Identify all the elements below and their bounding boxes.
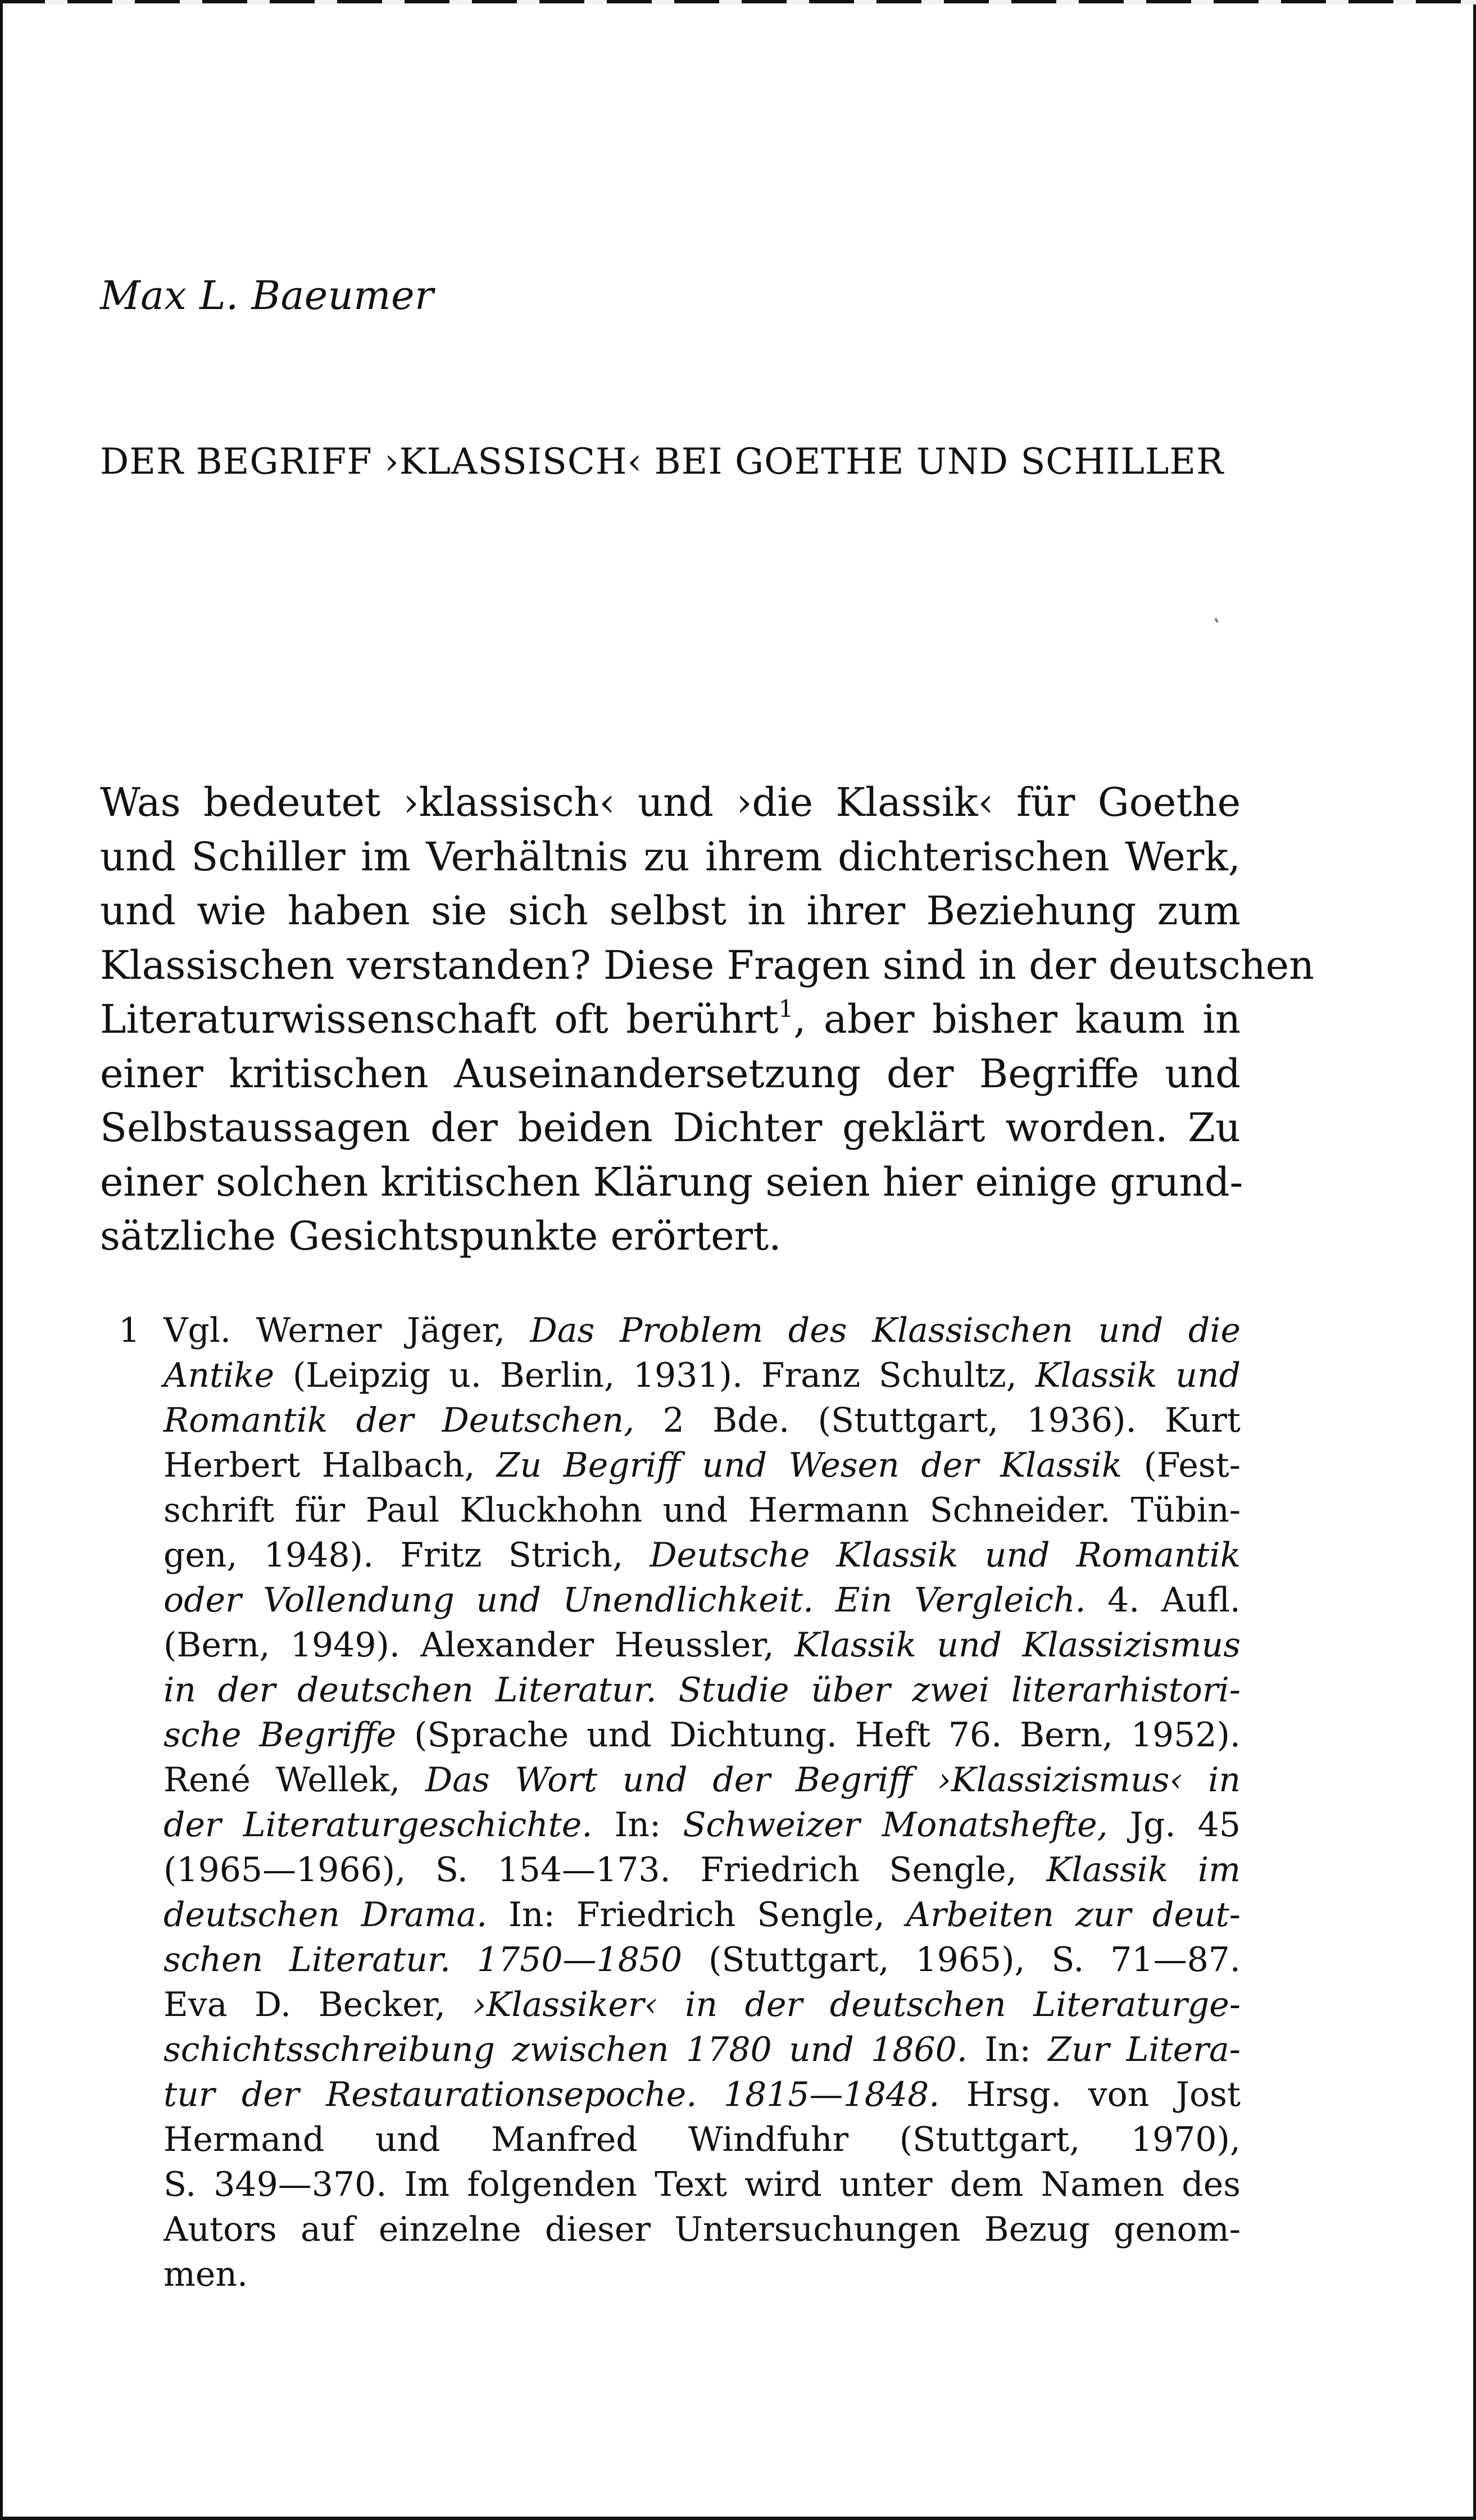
footnote-line — [164, 1802, 1241, 1847]
footnote-line — [164, 1533, 1241, 1578]
footnote-line — [164, 2027, 1241, 2072]
fn-fragment-italic: Romantik der Deutschen, — [164, 1401, 635, 1440]
fn-fragment: 2 Bde. (Stuttgart, 1936). Kurt — [634, 1401, 1241, 1440]
fn-fragment: (Stuttgart, 1965), S. 71—87. — [682, 1940, 1241, 1979]
fn-fragment: In: — [967, 2030, 1048, 2069]
body-line: sätzliche Gesichtspunkte erörtert. — [100, 1213, 782, 1259]
fn-fragment-italic: Arbeiten zur deut- — [906, 1895, 1241, 1935]
body-line: und wie haben sie sich selbst in ihrer Beziehung zum — [100, 888, 1241, 934]
body-text-fragment: Literaturwissenschaft oft berührt — [100, 996, 779, 1042]
body-line: Selbstaussagen der beiden Dichter geklärt worden. Zu — [100, 1105, 1241, 1151]
fn-fragment-italic: in der deutschen Literatur. Studie über zwei literarhistori- — [164, 1670, 1241, 1710]
body-line: Klassischen verstanden? Diese Fragen sind in der deutschen — [100, 942, 1315, 988]
article-title: DER BEGRIFF ›KLASSISCH‹ BEI GOETHE UND SCHILLER — [100, 441, 1224, 483]
footnote-reference[interactable]: 1 — [778, 995, 794, 1023]
footnote-line: men. — [164, 2255, 248, 2294]
fn-fragment: Herbert Halbach, — [164, 1446, 497, 1485]
footnote-line — [164, 1308, 1241, 1353]
fn-fragment: (Bern, 1949). Alexander Heussler, — [164, 1625, 795, 1665]
fn-fragment-italic: ›Klassiker‹ in der deutschen Literaturge- — [473, 1985, 1241, 2024]
footnote-line: S. 349—370. Im folgenden Text wird unter dem Namen des — [164, 2165, 1241, 2204]
body-paragraph — [100, 775, 1315, 1264]
fn-fragment: (Sprache und Dichtung. Heft 76. Bern, 1952). — [396, 1715, 1241, 1755]
fn-fragment-italic: Zu Begriff und Wesen der Klassik — [496, 1446, 1123, 1485]
fn-fragment: (Leipzig u. Berlin, 1931). Franz Schultz, — [274, 1356, 1036, 1395]
footnote-line: Hermand und Manfred Windfuhr (Stuttgart, 1970), — [164, 2120, 1241, 2159]
body-line: und Schiller im Verhältnis zu ihrem dichterischen Werk, — [100, 833, 1241, 880]
fn-fragment-italic: deutschen Drama. — [164, 1895, 488, 1935]
body-line: einer solchen kritischen Klärung seien hier einige grund- — [100, 1159, 1243, 1205]
footnote-line — [164, 1713, 1241, 1758]
fn-fragment: gen, 1948). Fritz Strich, — [164, 1536, 650, 1575]
footnote-line — [164, 1578, 1241, 1623]
fn-fragment-italic: Zur Litera- — [1048, 2030, 1241, 2069]
fn-fragment: In: — [592, 1805, 683, 1845]
author-name: Max L. Baeumer — [100, 273, 434, 319]
footnote-line — [164, 1892, 1241, 1937]
fn-fragment-italic: tur der Restaurationsepoche. 1815—1848. — [164, 2075, 940, 2114]
fn-fragment: In: Friedrich Sengle, — [487, 1895, 906, 1935]
footnote-line — [164, 1937, 1241, 1982]
fn-fragment-italic: schichtsschreibung zwischen 1780 und 1860. — [164, 2030, 968, 2069]
fn-fragment: Eva D. Becker, — [164, 1985, 473, 2024]
body-line — [100, 992, 1241, 1047]
fn-fragment-italic: Klassik und — [1035, 1356, 1241, 1395]
fn-fragment-italic: Das Problem des Klassischen und die — [530, 1311, 1241, 1350]
fn-fragment: Vgl. Werner Jäger, — [164, 1311, 530, 1350]
body-text-fragment: , aber bisher kaum in — [793, 996, 1241, 1042]
fn-fragment-italic: sche Begriffe — [164, 1715, 397, 1755]
fn-fragment-italic: schen Literatur. 1750—1850 — [164, 1940, 683, 1979]
fn-fragment-italic: Antike — [164, 1356, 275, 1395]
footnote-line — [164, 1668, 1241, 1713]
footnote-line — [164, 1353, 1241, 1398]
fn-fragment: 4. Aufl. — [1086, 1581, 1241, 1620]
footnote-line — [164, 1623, 1241, 1668]
footnote-line — [164, 1982, 1241, 2027]
footnote-line — [164, 2072, 1241, 2117]
fn-fragment: (1965—1966), S. 154—173. Friedrich Sengle, — [164, 1850, 1047, 1890]
fn-fragment-italic: Deutsche Klassik und Romantik — [650, 1536, 1241, 1575]
fn-fragment-italic: Klassik und Klassizismus — [794, 1625, 1241, 1665]
footnote-line — [164, 1847, 1241, 1892]
fn-fragment-italic: Schweizer Monatshefte, — [683, 1805, 1108, 1845]
footnote-text — [164, 1308, 1241, 2297]
body-line: einer kritischen Auseinandersetzung der Begriffe und — [100, 1050, 1241, 1097]
fn-fragment: René Wellek, — [164, 1760, 426, 1800]
footnote-line: Autors auf einzelne dieser Untersuchungen Bezug genom- — [164, 2210, 1241, 2249]
fn-fragment: Hrsg. von Jost — [939, 2075, 1241, 2114]
fn-fragment: Jg. 45 — [1107, 1805, 1241, 1845]
scan-edge — [0, 0, 1476, 4]
footnote-number: 1 — [119, 1311, 140, 1350]
footnote-line — [164, 1758, 1241, 1802]
fn-fragment: (Fest- — [1122, 1446, 1241, 1485]
footnote-line: schrift für Paul Kluckhohn und Hermann Schneider. Tübin- — [164, 1491, 1241, 1530]
footnote-line — [164, 1398, 1241, 1443]
body-line: Was bedeutet ›klassisch‹ und ›die Klassik‹ für Goethe — [100, 779, 1241, 825]
fn-fragment-italic: Das Wort und der Begriff ›Klassizismus‹ in — [425, 1760, 1241, 1800]
fn-fragment-italic: der Literaturgeschichte. — [164, 1805, 593, 1845]
footnote-line — [164, 1443, 1241, 1488]
fn-fragment-italic: oder Vollendung und Unendlichkeit. Ein Vergleich. — [164, 1581, 1086, 1620]
fn-fragment-italic: Klassik im — [1046, 1850, 1241, 1890]
